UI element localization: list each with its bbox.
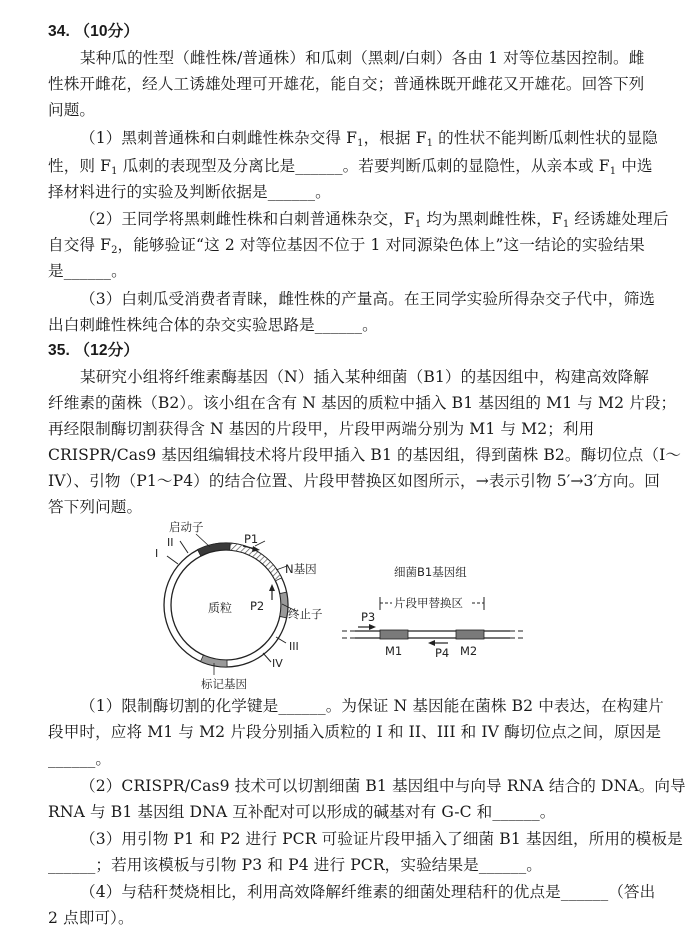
q35-stem-line-5: IV）、引物（P1～P4）的结合位置、片段甲替换区如图所示，→表示引物 5′→3′方向。回 xyxy=(48,472,660,490)
q35-part1-line-1: （1）限制酶切割的化学键是______。为保证 N 基因能在菌株 B2 中表达，在构建片 xyxy=(80,697,664,715)
n-gene-label: N基因 xyxy=(285,562,317,576)
site-iii-label: III xyxy=(289,640,299,653)
m2-label: M2 xyxy=(460,644,478,658)
q34-part1-line-1: （1）黑刺普通株和白刺雌性株杂交得 $F_1$，根据 $F_1$ 的性状不能判断瓜刺性状的显隐 xyxy=(80,129,658,149)
site-ii-tick xyxy=(180,541,188,553)
primer-p2-label: P2 xyxy=(250,599,265,613)
primer-p3-arrow xyxy=(358,624,376,630)
q35-stem-line-4: CRISPR/Cas9 基因组编辑技术将片段甲插入 B1 的基因组，得到菌株 B2。酶切位点（I～ xyxy=(48,446,682,464)
q35-part2-line-2: RNA 与 B1 基因组 DNA 互补配对可以形成的碱基对有 G-C 和______。 xyxy=(48,803,556,821)
q35-part4-line-1: （4）与秸秆焚烧相比，利用高效降解纤维素的细菌处理秸秆的优点是______（答出 xyxy=(80,883,656,901)
site-ii-label: II xyxy=(167,536,174,549)
q35-part1-line-2: 段甲时，应将 M1 与 M2 片段分别插入质粒的 I 和 II、III 和 IV 酶切位点之间，原因是 xyxy=(48,723,662,741)
q35-stem-line-1: 某研究小组将纤维素酶基因（N）插入某种细菌（B1）的基因组中，构建高效降解 xyxy=(80,368,649,386)
primer-p1-label: P1 xyxy=(244,532,259,546)
terminator-label: 终止子 xyxy=(288,607,323,621)
m2-block xyxy=(456,630,484,639)
site-iv-tick xyxy=(263,653,271,662)
q34-stem-line-3: 问题。 xyxy=(48,101,96,119)
site-i-tick xyxy=(167,556,178,564)
q34-stem-line-1: 某种瓜的性型（雌性株/普通株）和瓜刺（黑刺/白刺）各由 1 对等位基因控制。雌 xyxy=(80,49,645,67)
q34-part3-line-1: （3）白刺瓜受消费者青睐，雌性株的产量高。在王同学实验所得杂交子代中，筛选 xyxy=(80,290,655,308)
site-i-label: I xyxy=(155,547,159,560)
q35-part3-line-2: ______；若用该模板与引物 P3 和 P4 进行 PCR，实验结果是______。 xyxy=(48,856,542,874)
m1-block xyxy=(380,630,408,639)
q35-part1-line-3: ______。 xyxy=(48,750,112,768)
q34-part2-line-3: 是______。 xyxy=(48,262,127,280)
primer-p2-arrow xyxy=(269,584,275,600)
q34-part3-line-2: 出白刺雌性株纯合体的杂交实验思路是______。 xyxy=(48,316,378,334)
q34-part2-line-2: 自交得 $F_2$，能够验证“这 2 对等位基因不位于 1 对同源染色体上”这一结论的实验结果 xyxy=(48,236,645,256)
q34-stem-line-2: 性株开雌花，经人工诱雄处理可开雄花，能自交；普通株既开雌花又开雄花。回答下列 xyxy=(48,75,645,93)
replace-region-label: 片段甲替换区 xyxy=(394,596,463,610)
q35-stem-line-6: 答下列问题。 xyxy=(48,498,143,516)
marker-gene-label: 标记基因 xyxy=(201,677,247,691)
plasmid-label: 质粒 xyxy=(208,601,233,615)
promoter-block xyxy=(198,543,231,556)
primer-p3-label: P3 xyxy=(361,610,376,624)
q35-stem-line-3: 再经限制酶切割获得含 N 基因的片段甲，片段甲两端分别为 M1 与 M2；利用 xyxy=(48,420,595,438)
m1-label: M1 xyxy=(385,644,403,658)
q34-part2-line-1: （2）王同学将黑刺雌性株和白刺普通株杂交，$F_1$ 均为黑刺雌性株，$F_1$ 经诱雄处理后 xyxy=(80,210,669,230)
q35-stem-line-2: 纤维素的菌株（B2）。该小组在含有 N 基因的质粒中插入 B1 基因组的 M1 与 M2 片段； xyxy=(48,394,677,412)
promoter-label: 启动子 xyxy=(169,520,204,534)
q35-part2-line-1: （2）CRISPR/Cas9 技术可以切割细菌 B1 基因组中与向导 RNA 结合的 DNA。向导 xyxy=(80,777,686,795)
genome-dna xyxy=(342,631,524,638)
q35-heading: 35. （12分） xyxy=(48,342,140,359)
genome-title: 细菌B1基因组 xyxy=(394,565,467,579)
primer-p4-label: P4 xyxy=(435,646,450,660)
q34-heading: 34. （10分） xyxy=(48,23,140,40)
q34-part1-line-3: 择材料进行的实验及判断依据是______。 xyxy=(48,183,331,201)
site-iv-label: IV xyxy=(272,657,283,670)
q35-part3-line-1: （3）用引物 P1 和 P2 进行 PCR 可验证片段甲插入了细菌 B1 基因组，所用的模板是 xyxy=(80,830,683,848)
q35-part4-line-2: 2 点即可）。 xyxy=(48,909,134,927)
q34-part1-line-2: 性，则 $F_1$ 瓜刺的表现型及分离比是______。若要判断瓜刺的显隐性，从亲本或 $F_1$ 中选 xyxy=(48,157,653,177)
